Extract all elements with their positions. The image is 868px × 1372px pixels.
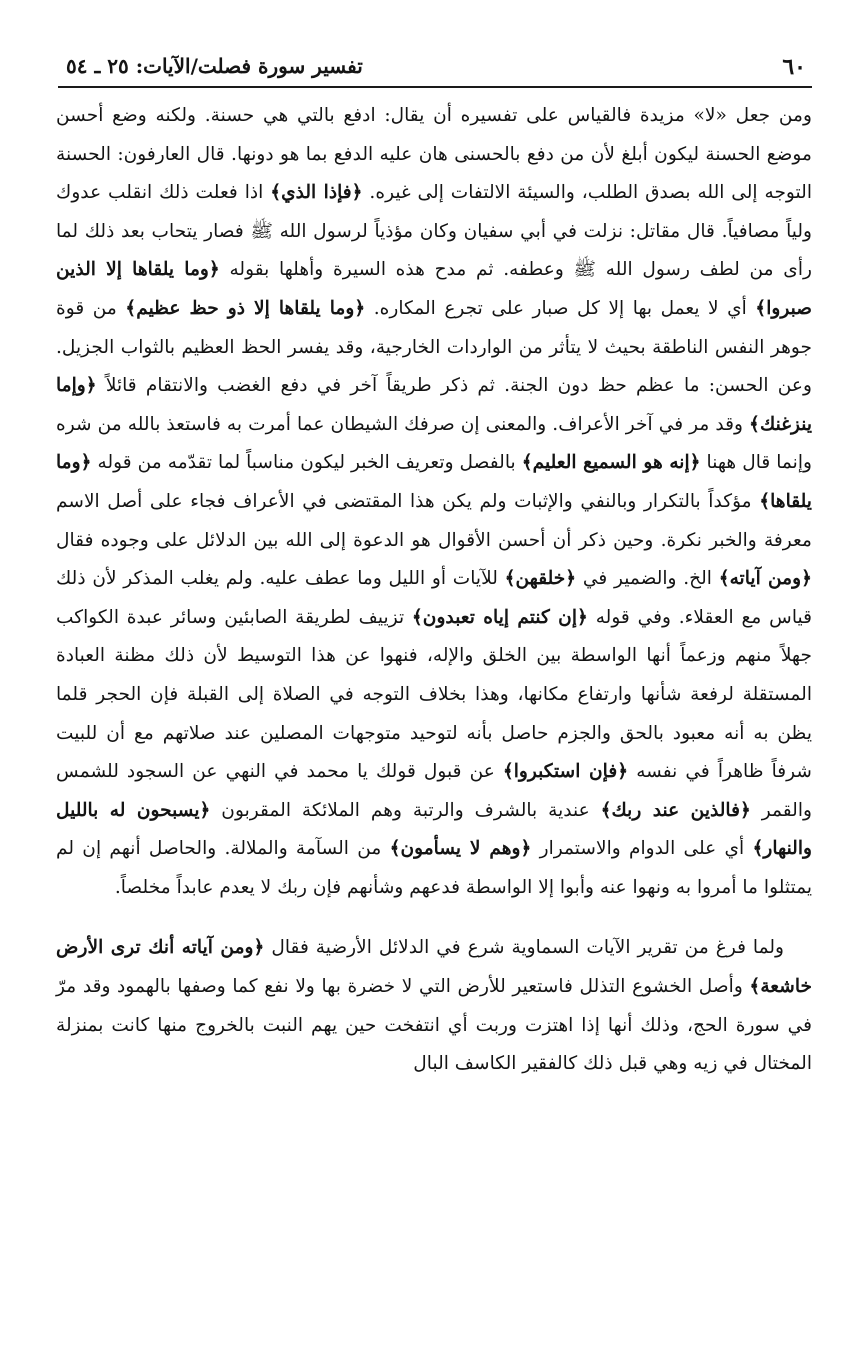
text-run: أي لا يعمل بها إلا كل صبار على تجرع المكاره. (365, 297, 756, 319)
text-run: ولما فرغ من تقرير الآيات السماوية شرع في الدلائل الأرضية فقال (264, 937, 784, 959)
page-number: ٦٠ (782, 54, 806, 80)
text-run: وأصل الخشوع التذلل فاستعير للأرض التي لا خضرة بها ولا نفع كما وصفها بالهمود وقد مرّ في سورة الحج، وذلك أنها إذا اهتزت وربت أي انتفخت حين يهم النبت بالخروج منها كانت بمنزلة المختال في زيه وهي قبل ذلك كالفقير الكاسف البال (56, 976, 812, 1075)
quran-quote: ﴿وإما ينزغنك﴾ (56, 375, 812, 435)
text-run: عندية بالشرف والرتبة وهم الملائكة المقربون (210, 799, 601, 821)
paragraph (56, 97, 812, 907)
quran-quote: ﴿وما يلقاها إلا ذو حظ عظيم﴾ (125, 297, 366, 319)
running-title: تفسير سورة فصلت/الآيات: ٢٥ ـ ٥٤ (66, 54, 363, 78)
quran-quote: ﴿إن كنتم إياه تعبدون﴾ (411, 606, 588, 628)
text-run: تزييف لطريقة الصابئين وسائر عبدة الكواكب جهلاً منهم وزعماً أنها الواسطة بين الخلق والإله، فنهوا عن هذا التوسيط لأن ذلك مظنة العبادة المستقلة لرفعة شأنها وارتفاع مكانها، وهذا بخلاف التوجه في الصلاة إلى القبلة فإن الحجر قلما يظن به أنه معبود بالحق والجزم حاصل بأنه لتوحيد متوجهات المصلين عند صلاتهم مع أن للبيت شرفاً ظاهراً في نفسه (56, 606, 812, 783)
text-run: الخ. والضمير في (576, 568, 719, 590)
quran-quote: ﴿وما يلقاها إلا الذين صبروا﴾ (56, 259, 812, 319)
paragraph (56, 929, 812, 1083)
quran-quote: ﴿فإذا الذي﴾ (270, 182, 363, 204)
quran-quote: ﴿وما يلقاها﴾ (56, 452, 812, 512)
text-run: وقد مر في آخر الأعراف. والمعنى إن صرفك الشيطان عما أمرت به فاستعذ بالله من شره وإنما قال ههنا (56, 413, 812, 474)
quran-quote: ﴿فإن استكبروا﴾ (502, 761, 629, 783)
text-run: بالفصل وتعريف الخبر ليكون مناسباً لما تقدّمه من قوله (91, 452, 522, 474)
text-run: أي على الدوام والاستمرار (531, 838, 753, 860)
quran-quote: ﴿فالذين عند ربك﴾ (600, 799, 751, 821)
page-header (58, 50, 812, 88)
text-run: مؤكداً بالتكرار وبالنفي والإثبات ولم يكن هذا المقتضى في الأعراف فجاء على أصل الاسم معرفة والخبر نكرة. وحين ذكر أن أحسن الأقوال هو الدعوة إلى الله بين الدلائل على وجوده فقال (56, 490, 812, 551)
body-text (56, 97, 812, 1084)
text-run: ومن جعل «لا» مزيدة فالقياس على تفسيره أن يقال: ادفع بالتي هي حسنة. ولكنه وضع أحسن موضع الحسنة ليكون أبلغ لأن من دفع بالحسنى هان عليه الدفع بما هو دونها. قال العارفون: الحسنة التوجه إلى الله بصدق الطلب، والسيئة الالتفات إلى غيره. (56, 105, 812, 204)
quran-quote: ﴿ومن آياته﴾ (718, 568, 812, 590)
quran-quote: ﴿ومن آياته أنك ترى الأرض خاشعة﴾ (56, 937, 812, 998)
quran-quote: ﴿وهم لا يسأمون﴾ (389, 838, 532, 860)
quran-quote: ﴿إنه هو السميع العليم﴾ (521, 452, 701, 474)
text-run: عن قبول قولك يا محمد في النهي عن السجود للشمس والقمر (56, 761, 812, 821)
text-run: للآيات أو الليل وما عطف عليه. ولم يغلب المذكر لأن ذلك قياس مع العقلاء. وفي قوله (56, 568, 812, 628)
quran-quote: ﴿خلقهن﴾ (504, 568, 577, 590)
text-run: من قوة جوهر النفس الناطقة بحيث لا يتأثر من الواردات الخارجية، وقد يفسر الحظ العظيم بالثواب الجزيل. وعن الحسن: ما عظم حظ دون الجنة. ثم ذكر طريقاً آخر في دفع الغضب والانتقام قائلاً (56, 297, 812, 397)
quran-quote: ﴿يسبحون له بالليل والنهار﴾ (56, 799, 812, 860)
text-run: من السآمة والملالة. والحاصل أنهم إن لم يمتثلوا ما أمروا به ونهوا عنه وأبوا إلا الواسطة فدعهم وشأنهم فإن ربك لا يعدم عابداً مخلصاً. (56, 838, 812, 898)
text-run: اذا فعلت ذلك انقلب عدوك ولياً مصافياً. قال مقاتل: نزلت في أبي سفيان وكان مؤذياً لرسول الله ﷺ فصار يتحاب بعد ذلك لما رأى من لطف رسول الله ﷺ وعطفه. ثم مدح هذه السيرة وأهلها بقوله (56, 182, 812, 281)
